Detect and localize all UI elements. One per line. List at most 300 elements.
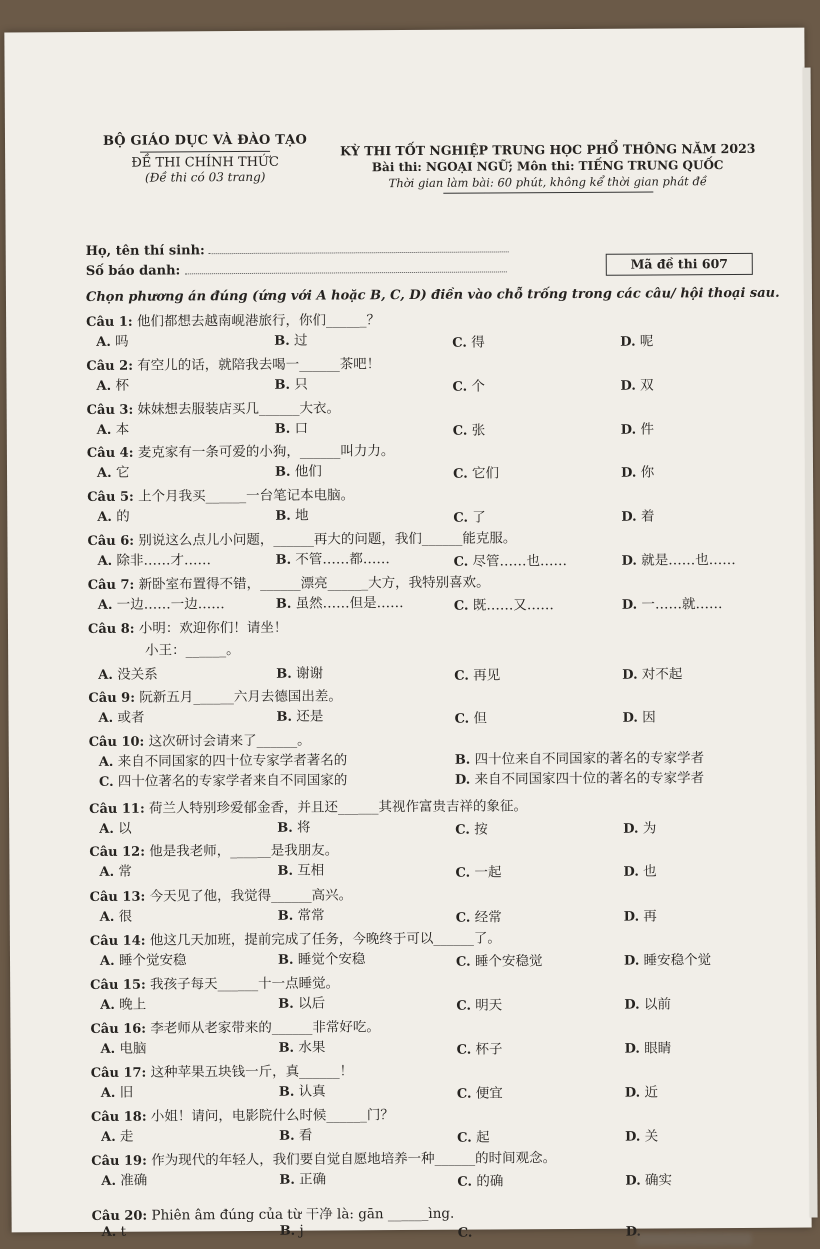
option-letter: B. <box>277 864 293 879</box>
question-label: Câu 2: <box>86 359 133 374</box>
instruction-text: Chọn phương án đúng (ứng với A hoặc B, C, D) điền vào chỗ trống trong các câu/ hội thoại sau. <box>86 286 780 305</box>
answer-option-b <box>280 1223 304 1239</box>
answer-option-d <box>622 662 682 682</box>
answer-option-c <box>457 1126 490 1146</box>
option-letter: C. <box>457 1043 472 1058</box>
exam-title: KỲ THI TỐT NGHIỆP TRUNG HỌC PHỔ THÔNG NĂM 2023 <box>340 141 755 159</box>
answer-option-d <box>621 460 654 480</box>
answer-option-d <box>624 1036 671 1056</box>
option-text: 电脑 <box>115 1041 146 1057</box>
option-letter: A. <box>98 711 113 726</box>
option-letter: D. <box>622 711 637 726</box>
answer-option-a <box>99 748 348 770</box>
option-text: 旧 <box>115 1085 133 1101</box>
question-label: Câu 1: <box>86 315 133 330</box>
answer-option-d <box>622 592 723 613</box>
option-letter: A. <box>99 822 114 837</box>
answer-option-c <box>454 593 554 614</box>
option-letter: A. <box>100 998 115 1013</box>
option-letter: B. <box>276 667 292 682</box>
question-text <box>88 571 490 593</box>
question-text <box>87 526 516 549</box>
question-text <box>89 794 527 817</box>
question-stem: 上个月我买______一台笔记本电脑。 <box>134 487 354 504</box>
option-text: 四十位来自不同国家的著名的专家学者 <box>470 750 704 767</box>
answer-option-c <box>454 707 487 727</box>
option-letter: A. <box>98 554 113 569</box>
option-letter: C. <box>452 336 467 351</box>
answer-option-a <box>96 374 129 394</box>
option-letter: D. <box>624 910 639 925</box>
question-text <box>86 352 380 374</box>
option-text: j <box>295 1223 304 1239</box>
option-text: 一起 <box>470 864 501 880</box>
option-text: 吗 <box>111 334 129 350</box>
option-letter: A. <box>98 668 113 683</box>
answer-option-d <box>623 816 656 836</box>
answer-option-c <box>455 860 501 880</box>
option-text: 以后 <box>294 996 325 1012</box>
option-text: 以 <box>114 821 132 837</box>
answer-option-a <box>98 663 158 683</box>
option-letter: B. <box>278 909 294 924</box>
answer-option-c <box>453 461 499 481</box>
option-text: 按 <box>470 822 488 838</box>
answer-option-c <box>456 905 502 925</box>
option-letter: C. <box>99 775 114 790</box>
question-text <box>88 684 342 706</box>
option-letter: B. <box>275 509 291 524</box>
option-letter: C. <box>454 555 469 570</box>
option-text: 谢谢 <box>292 666 323 682</box>
question-text <box>90 1015 380 1037</box>
question-stem: 小明：欢迎你们！请坐！ <box>135 620 288 637</box>
exam-time: Thời gian làm bài: 60 phút, không kể thời gian phát đề <box>340 174 755 191</box>
option-letter: A. <box>101 1086 116 1101</box>
answer-option-a <box>97 418 130 438</box>
question-stem: 荷兰人特别珍爱郁金香，并且还______其视作富贵吉祥的象征。 <box>145 798 527 816</box>
option-letter: D. <box>625 1042 640 1057</box>
answer-option-a <box>99 860 132 880</box>
option-text: 双 <box>636 377 654 393</box>
option-letter: C. <box>456 911 471 926</box>
answer-option-c <box>457 1169 503 1189</box>
option-text: 虽然……但是…… <box>291 595 403 612</box>
question-label: Câu 8: <box>88 622 135 637</box>
option-letter: C. <box>455 823 470 838</box>
option-text: 来自不同国家的四十位专家学者著名的 <box>113 752 347 769</box>
option-text: 眼睛 <box>640 1040 671 1056</box>
answer-option-a <box>100 948 187 969</box>
question-stem: Phiên âm đúng của từ 干净 là: gān ______ìng. <box>147 1206 454 1224</box>
option-letter: D. <box>622 668 637 683</box>
question-label: Câu 20: <box>92 1209 148 1224</box>
answer-option-d <box>624 904 657 924</box>
option-text: 的确 <box>472 1173 503 1189</box>
question-label: Câu 18: <box>91 1110 147 1125</box>
question-list <box>4 28 804 33</box>
option-text: 他们 <box>290 464 321 480</box>
exam-header <box>340 141 755 195</box>
option-text: 就是……也…… <box>637 552 736 569</box>
answer-option-a <box>100 993 146 1013</box>
question-text <box>87 439 395 461</box>
question-stem: 妹妹想去服装店买几______大衣。 <box>133 400 340 417</box>
answer-option-c <box>456 993 502 1013</box>
option-text: 没关系 <box>113 667 158 683</box>
question-text <box>87 396 341 418</box>
answer-option-b <box>278 947 365 968</box>
option-text: 或者 <box>113 710 144 726</box>
option-text: 着 <box>637 508 655 524</box>
option-letter: C. <box>456 955 471 970</box>
option-letter: D. <box>625 1130 640 1145</box>
option-letter: B. <box>277 821 293 836</box>
option-letter: D. <box>622 598 637 613</box>
option-text: 很 <box>114 909 132 925</box>
answer-option-d <box>623 859 656 879</box>
option-letter: B. <box>275 465 291 480</box>
answer-option-a <box>98 592 225 613</box>
option-text: 对不起 <box>638 666 683 682</box>
question-label: Câu 15: <box>90 978 146 993</box>
answer-option-d <box>624 948 711 969</box>
question-text <box>91 1146 556 1169</box>
answer-option-b <box>276 705 323 725</box>
ministry-header <box>85 132 325 184</box>
question-text <box>91 1059 354 1081</box>
option-text: 关 <box>640 1128 658 1144</box>
question-label: Câu 4: <box>87 446 134 461</box>
question-label: Câu 16: <box>90 1022 146 1037</box>
answer-option-d <box>625 1080 658 1100</box>
option-letter: D. <box>621 466 636 481</box>
question-stem: 阮新五月______六月去德国出差。 <box>135 688 342 705</box>
answer-option-c <box>457 1081 503 1101</box>
question-label: Câu 14: <box>90 934 146 949</box>
candidate-id-label: Số báo danh: <box>86 263 181 279</box>
answer-option-d <box>621 504 654 524</box>
option-letter: B. <box>279 1041 295 1056</box>
option-text: 水果 <box>294 1040 325 1056</box>
answer-option-b <box>277 816 310 836</box>
option-letter: D. <box>623 822 638 837</box>
question-stem: 李老师从老家带来的______非常好吃。 <box>146 1019 380 1036</box>
answer-option-b <box>274 373 307 393</box>
exam-subject: Bài thi: NGOẠI NGỮ; Môn thi: TIẾNG TRUNG QUỐC <box>340 158 755 175</box>
option-letter: A. <box>98 598 113 613</box>
question-label: Câu 10: <box>89 735 145 750</box>
option-text: 四十位著名的专家学者来自不同国家的 <box>114 772 348 789</box>
option-text: 来自不同国家四十位的著名的专家学者 <box>470 770 704 787</box>
option-text: 本 <box>111 422 129 438</box>
question-stem: 有空儿的话，就陪我去喝一______茶吧！ <box>133 356 380 374</box>
option-text: 将 <box>293 820 311 836</box>
answer-option-b <box>276 662 323 682</box>
question-label: Câu 13: <box>90 890 146 905</box>
option-text: 张 <box>467 423 485 439</box>
answer-option-b <box>275 547 389 568</box>
answer-option-b <box>278 1036 325 1056</box>
answer-option-c <box>452 375 485 395</box>
option-text: 一边……一边…… <box>112 596 224 613</box>
answer-option-c <box>456 1037 502 1057</box>
answer-option-c <box>454 663 500 683</box>
question-label: Câu 6: <box>87 534 134 549</box>
answer-option-b <box>278 992 325 1012</box>
header-rule <box>140 151 270 153</box>
option-text: 准确 <box>116 1173 147 1189</box>
option-letter: A. <box>97 423 112 438</box>
candidate-name-field <box>86 241 509 259</box>
option-letter: C. <box>455 866 470 881</box>
option-letter: C. <box>457 1175 472 1190</box>
option-letter: C. <box>454 599 469 614</box>
option-text: 个 <box>467 379 485 395</box>
option-letter: D. <box>624 998 639 1013</box>
answer-option-d <box>455 766 704 788</box>
option-text: 得 <box>467 335 485 351</box>
option-text: 为 <box>639 820 657 836</box>
answer-option-a <box>101 1169 147 1189</box>
answer-option-b <box>279 1168 326 1188</box>
option-letter: C. <box>455 712 470 727</box>
option-text: 认真 <box>294 1084 325 1100</box>
option-letter: A. <box>97 510 112 525</box>
option-text: 杯子 <box>471 1041 502 1057</box>
question-text <box>90 883 353 905</box>
option-text: 杯 <box>111 378 129 394</box>
question-stem: 新卧室布置得不错，______漂亮______大方，我特别喜欢。 <box>134 575 489 593</box>
candidate-name-line <box>209 242 509 254</box>
option-letter: B. <box>278 997 294 1012</box>
option-letter: C. <box>457 1131 472 1146</box>
question-label: Câu 3: <box>87 403 134 418</box>
question-label: Câu 17: <box>91 1066 147 1081</box>
question-stem: 他是我老师，______是我朋友。 <box>145 842 338 859</box>
answer-option-c <box>455 818 488 838</box>
question-text <box>89 838 338 860</box>
option-text: 看 <box>295 1128 313 1144</box>
option-text: 了 <box>468 510 486 526</box>
ministry-name: BỘ GIÁO DỤC VÀ ĐÀO TẠO <box>85 132 325 148</box>
candidate-id-line <box>184 262 506 274</box>
answer-option-b <box>455 746 704 768</box>
option-text: 再 <box>639 908 657 924</box>
answer-option-b <box>274 329 307 349</box>
option-letter: D. <box>620 379 635 394</box>
candidate-id-field <box>86 261 507 279</box>
question-stem: 别说这么点儿小问题，______再大的问题，我们______能克服。 <box>134 530 516 548</box>
question-text <box>90 971 339 993</box>
answer-option-b <box>278 904 325 924</box>
option-text: 常常 <box>293 908 324 924</box>
question-stem: 今天见了他，我觉得______高兴。 <box>145 887 352 904</box>
option-letter: B. <box>276 597 292 612</box>
option-text: 睡安稳个觉 <box>639 952 711 968</box>
answer-option-a <box>97 461 130 481</box>
answer-option-c <box>453 506 486 526</box>
option-letter: C. <box>456 999 471 1014</box>
option-letter: B. <box>455 753 471 768</box>
answer-option-d <box>625 1124 658 1144</box>
option-letter: C. <box>454 669 469 684</box>
answer-option-d <box>622 705 655 725</box>
option-letter: A. <box>96 379 111 394</box>
option-text: 既……又…… <box>468 597 553 614</box>
answer-option-c <box>99 768 348 790</box>
question-text <box>89 729 311 750</box>
exam-paper <box>4 28 811 1233</box>
option-letter: B. <box>274 334 290 349</box>
answer-option-d <box>622 548 736 569</box>
option-text: 地 <box>291 508 309 524</box>
answer-option-b <box>276 591 404 612</box>
option-letter: D. <box>620 335 635 350</box>
option-text: 互相 <box>293 863 324 879</box>
answer-option-b <box>275 460 322 480</box>
question-label: Câu 7: <box>88 578 135 593</box>
answer-option-c <box>458 1225 473 1241</box>
option-text: 再见 <box>469 667 500 683</box>
option-text: 便宜 <box>471 1085 502 1101</box>
answer-option-a <box>96 330 129 350</box>
option-letter: D. <box>625 1174 640 1189</box>
answer-option-a <box>101 1125 134 1145</box>
option-letter: B. <box>278 953 294 968</box>
option-letter: B. <box>275 422 291 437</box>
answer-option-d <box>624 992 671 1012</box>
page-count: (Đề thi có 03 trang) <box>85 169 325 184</box>
answer-option-d <box>620 329 653 349</box>
question-label: Câu 12: <box>89 845 145 860</box>
option-letter: B. <box>276 710 292 725</box>
question-stem: 麦克家有一条可爱的小狗，______叫力力。 <box>133 443 394 461</box>
option-letter: A. <box>102 1225 117 1240</box>
question-text <box>92 1202 455 1224</box>
official-label: ĐỀ THI CHÍNH THỨC <box>85 154 325 170</box>
exam-code-box: Mã đề thi 607 <box>606 253 753 276</box>
option-letter: D. <box>621 423 636 438</box>
option-text: 尽管……也…… <box>468 553 567 570</box>
option-letter: A. <box>96 335 111 350</box>
option-letter: B. <box>279 1129 295 1144</box>
option-text: 你 <box>636 464 654 480</box>
option-text: 睡觉个安稳 <box>293 951 365 967</box>
answer-option-b <box>275 417 308 437</box>
option-letter: C. <box>457 1087 472 1102</box>
answer-option-a <box>100 905 133 925</box>
option-letter: A. <box>100 954 115 969</box>
question-text <box>90 926 501 949</box>
question-label: Câu 9: <box>88 691 135 706</box>
option-text: 呢 <box>636 333 654 349</box>
option-text: 除非……才…… <box>112 552 211 569</box>
option-text: 睡个觉安稳 <box>115 952 187 968</box>
answer-option-b <box>275 504 308 524</box>
question-stem: 他这几天加班，提前完成了任务，今晚终于可以______了。 <box>145 930 500 948</box>
option-text: 但 <box>469 711 487 727</box>
option-letter: D. <box>621 510 636 525</box>
blurred-footer <box>637 1233 752 1246</box>
answer-option-d <box>620 373 653 393</box>
answer-option-c <box>452 331 485 351</box>
option-text: 明天 <box>471 997 502 1013</box>
option-text: 以前 <box>640 996 671 1012</box>
question-stem: 我孩子每天______十一点睡觉。 <box>146 975 339 992</box>
option-letter: A. <box>99 865 114 880</box>
option-letter: A. <box>101 1042 116 1057</box>
option-letter: C. <box>458 1226 473 1241</box>
option-letter: D. <box>626 1225 641 1240</box>
option-text: 一……就…… <box>637 596 722 613</box>
option-letter: C. <box>453 511 468 526</box>
option-text: 睡个安稳觉 <box>471 953 543 969</box>
answer-option-a <box>99 817 132 837</box>
option-letter: C. <box>453 424 468 439</box>
question-dialogue-line: 小王：______。 <box>145 638 240 659</box>
option-text: 因 <box>638 709 656 725</box>
question-text <box>88 616 288 637</box>
question-label: Câu 11: <box>89 802 145 817</box>
answer-option-a <box>100 1037 146 1057</box>
option-letter: A. <box>101 1130 116 1145</box>
header-rule-right <box>443 191 653 193</box>
option-letter: D. <box>625 1086 640 1101</box>
option-text: 的 <box>112 509 130 525</box>
option-text: 件 <box>636 421 654 437</box>
answer-option-a <box>98 706 144 726</box>
option-letter: A. <box>97 466 112 481</box>
option-text: 它 <box>112 465 130 481</box>
question-text <box>87 483 354 505</box>
option-text: 经常 <box>470 909 501 925</box>
option-text: 还是 <box>292 709 323 725</box>
option-letter: B. <box>279 1173 295 1188</box>
option-text: 正确 <box>295 1172 326 1188</box>
answer-option-c <box>456 949 543 970</box>
option-text: 近 <box>640 1084 658 1100</box>
option-text: 确实 <box>641 1172 672 1188</box>
option-text: 晚上 <box>115 997 146 1013</box>
option-letter: B. <box>276 553 292 568</box>
option-text: 走 <box>116 1129 134 1145</box>
option-letter: C. <box>452 380 467 395</box>
option-text: 也 <box>639 863 657 879</box>
answer-option-b <box>277 859 324 879</box>
option-text: 起 <box>472 1130 490 1146</box>
option-letter: A. <box>101 1174 116 1189</box>
question-stem: 作为现代的年轻人，我们要自觉自愿地培养一种______的时间观念。 <box>147 1150 556 1169</box>
question-label: Câu 5: <box>87 490 134 505</box>
option-letter: B. <box>280 1224 296 1239</box>
option-letter: D. <box>623 865 638 880</box>
answer-option-b <box>279 1124 312 1144</box>
option-letter: D. <box>624 954 639 969</box>
answer-option-a <box>97 505 130 525</box>
answer-option-b <box>279 1080 326 1100</box>
question-text <box>91 1103 394 1125</box>
question-stem: 他们都想去越南岘港旅行，你们______？ <box>133 312 380 330</box>
answer-option-c <box>454 549 568 570</box>
question-stem: 这次研讨会请来了______。 <box>144 733 310 750</box>
question-stem: 小姐！请问，电影院什么时候______门？ <box>147 1107 394 1125</box>
option-letter: B. <box>274 378 290 393</box>
option-text: t <box>116 1224 126 1240</box>
option-text: 只 <box>290 377 308 393</box>
option-letter: A. <box>99 755 114 770</box>
option-letter: D. <box>455 773 470 788</box>
